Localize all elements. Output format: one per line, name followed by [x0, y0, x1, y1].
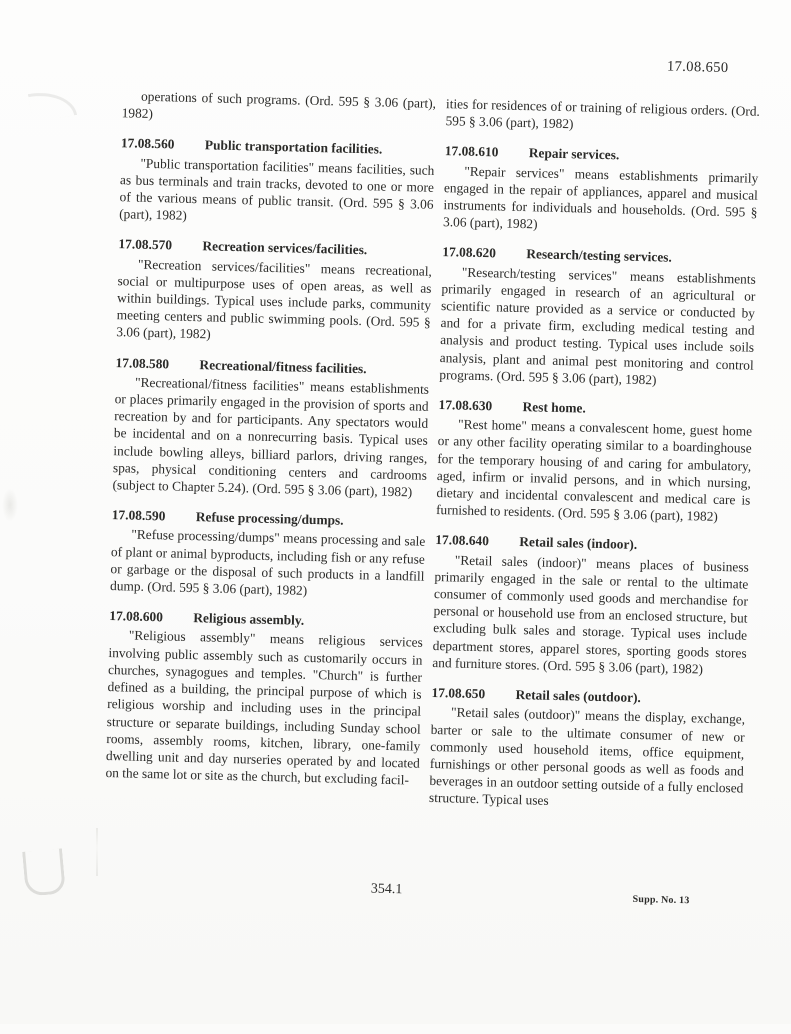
section-number: 17.08.560 — [120, 135, 175, 152]
section-number: 17.08.640 — [435, 532, 490, 549]
section-number: 17.08.610 — [444, 143, 499, 160]
section-number: 17.08.630 — [438, 397, 493, 414]
section-body: "Repair services" means establishments primarily engaged in the repair of appliances, apparel and musical instruments for individuals and households. (Ord. 595 § 3.06 (part), 1982) — [442, 163, 759, 232]
section-17-08-650 — [429, 684, 746, 814]
section-body: "Retail sales (outdoor)" means the display, exchange, barter or sale to the ultimate consumer of new or commonly used household items, office equipment, furnishings or other personal goods as well as foods and beverages in an outdoor setting outside of a fully enclosed structure. Typical uses — [428, 704, 746, 809]
section-number: 17.08.590 — [111, 507, 166, 524]
continuation-paragraph: ities for residences of or training of religious orders. (Ord. 595 § 3.06 (part), 1982) — [445, 96, 761, 132]
section-title: Repair services. — [528, 145, 620, 163]
section-number: 17.08.570 — [118, 236, 173, 253]
section-17-08-580 — [112, 354, 429, 501]
section-number: 17.08.620 — [442, 244, 497, 261]
continuation-paragraph: operations of such programs. (Ord. 595 § 3.06 (part), 1982) — [121, 88, 437, 122]
section-title: Research/testing services. — [526, 246, 673, 266]
section-title: Retail sales (outdoor). — [515, 687, 642, 706]
section-body: "Refuse processing/dumps" means processing and sale of plant or animal byproducts, including fish or any refuse or garbage or the disposal of such products in a landfill dump. (Ord. 595 § 3.06 (part), 1982) — [109, 527, 426, 598]
left-column — [105, 87, 436, 806]
section-body: "Retail sales (indoor)" means places of business primarily engaged in the sale or rental to the ultimate consumer of commonly used goods and merchandise for personal or household use from an enclosed structure, but excluding bulk sales and storage. Typical uses include department stores, apparel stores, sporting goods stores and furniture stores. (Ord. 595 § 3.06 (part), 1982) — [432, 552, 749, 677]
section-title: Retail sales (indoor). — [519, 534, 638, 553]
section-title: Recreation services/facilities. — [202, 238, 368, 258]
section-number: 17.08.600 — [109, 608, 164, 625]
section-body: "Recreational/fitness facilities" means establishments or places primarily engaged in the provision of sports and recreation by and for participants. Any spectators would be incidental and on a nonrecurring basis. Typical uses include bowling alleys, billiard parlors, driving ranges, spas, physical conditioning centers and cardrooms (subject to Chapter 5.24). (Ord. 595 § 3.06 (part), 1982) — [112, 374, 430, 500]
page-header-section-number: 17.08.650 — [666, 58, 729, 77]
section-body: "Religious assembly" means religious services involving public assembly such as customarily occurs in churches, synagogues and temples. "Church" is further defined as a building, the principal purpose of which is religious worship and including uses in the principal structure or separate buildings, including Sunday school rooms, assembly rooms, kitchen, library, one-family dwelling unit and day nurseries operated by and located on the same lot or site as the church, but excluding facil- — [105, 628, 423, 788]
section-title: Rest home. — [522, 399, 587, 416]
section-17-08-590 — [110, 506, 426, 602]
section-body: "Public transportation facilities" means facilities, such as bus terminals and train tracks, devoted to one or more of the various means of public transit. (Ord. 595 § 3.06 (part), 1982) — [119, 155, 435, 224]
section-17-08-640 — [432, 531, 749, 678]
supplement-note: Supp. No. 13 — [632, 893, 690, 907]
right-column — [429, 95, 760, 814]
section-body: "Recreation services/facilities" means recreational, social or multipurpose uses of open areas, as well as within buildings. Typical uses include parks, community meeting centers and public swimming pools. (Ord. 595 § 3.06 (part), 1982) — [116, 256, 433, 342]
section-title: Religious assembly. — [193, 610, 305, 629]
section-17-08-560 — [119, 135, 435, 231]
section-title: Public transportation facilities. — [204, 137, 383, 157]
section-body: "Research/testing services" means establishments primarily engaged in research of an agricultural or scientific nature provided as a service or conducted by and for a private firm, excluding medical testing and analysis and product testing. Typical uses include soils analysis, plant and animal pest monitoring and control programs. (Ord. 595 § 3.06 (part), 1982) — [439, 264, 756, 388]
text-columns — [105, 87, 760, 814]
section-title: Refuse processing/dumps. — [195, 509, 344, 529]
section-17-08-630 — [436, 396, 753, 526]
page-number: 354.1 — [370, 881, 403, 898]
section-17-08-570 — [116, 236, 432, 349]
section-17-08-600 — [105, 607, 423, 789]
section-number: 17.08.580 — [115, 354, 170, 372]
section-number: 17.08.650 — [431, 685, 486, 702]
section-title: Recreational/fitness facilities. — [199, 356, 367, 376]
section-body: "Rest home" means a convalescent home, guest home or any other facility operating similar to a boardinghouse for the temporary housing of and caring for ambulatory, aged, infirm or invalid persons, and in which nursing, dietary and incidental convalescent and medical care is furnished to residents. (Ord. 595 § 3.06 (part), 1982) — [435, 416, 753, 525]
section-17-08-610 — [443, 143, 759, 239]
section-17-08-620 — [439, 244, 756, 391]
